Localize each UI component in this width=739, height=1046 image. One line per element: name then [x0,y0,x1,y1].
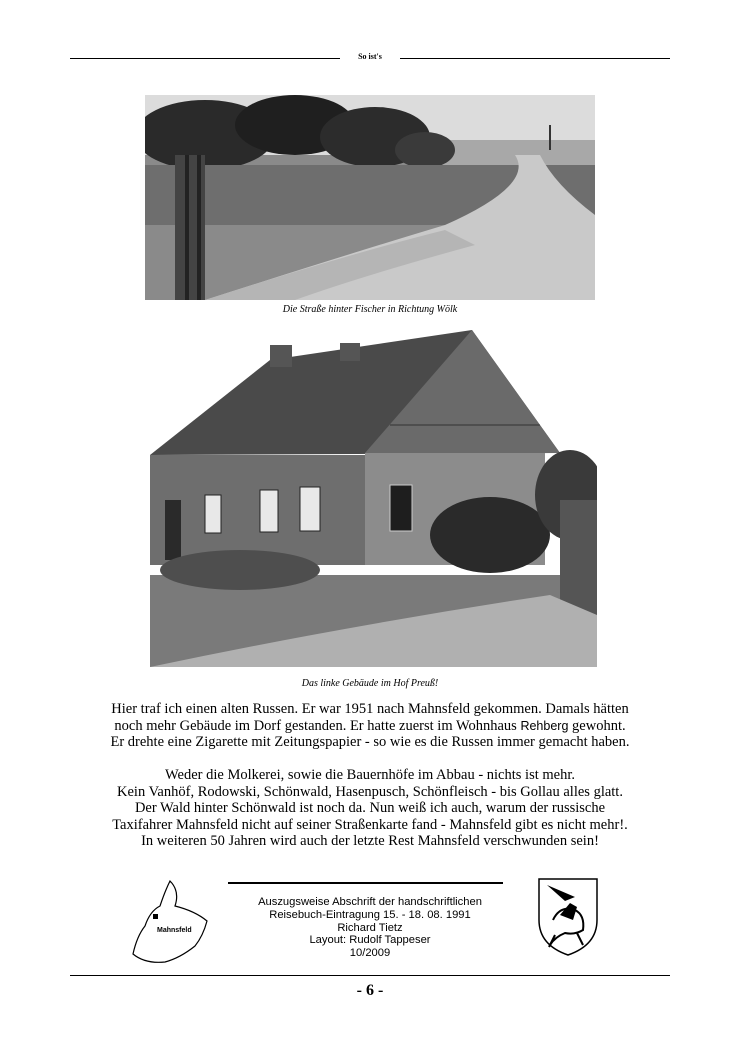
credit-line: Reisebuch-Eintragung 15. - 18. 08. 1991 [269,908,471,921]
photo-caption-road: Die Straße hinter Fischer in Richtung Wölk [282,304,458,315]
footer-rule [70,975,670,976]
credits-block [205,896,535,960]
house-name: Rehberg [520,718,569,733]
text-line: Der Wald hinter Schönwald ist noch da. Nun weiß ich auch, warum der russische [134,800,606,816]
coat-of-arms-icon [535,875,601,957]
text-span: noch mehr Gebäude im Dorf gestanden. Er hatte zuerst im Wohnhaus [114,717,521,734]
header-title: So ist's [358,52,382,61]
credits-rule [228,882,503,884]
header-rule-left [70,58,340,59]
house-photo [150,325,597,667]
map-label: Mahnsfeld [157,927,192,934]
road-photo [145,95,595,300]
text-span: gewohnt. [568,717,626,734]
credit-line: Layout: Rudolf Tappeser [309,934,431,947]
credit-line: Auszugsweise Abschrift der handschriftlichen [258,896,482,908]
text-line: In weiteren 50 Jahren wird auch der letzte Rest Mahnsfeld verschwunden sein! [141,833,599,849]
photo-caption-house: Das linke Gebäude im Hof Preuß! [301,678,439,689]
text-line: Hier traf ich einen alten Russen. Er war 1951 nach Mahnsfeld gekommen. Damals hätten [111,701,629,717]
credit-line: 10/2009 [349,947,391,960]
text-line: Er drehte eine Zigarette mit Zeitungspapier - so wie es die Russen immer gemacht haben. [110,734,630,750]
text-line: Kein Vanhöf, Rodowski, Schönwald, Hasenpusch, Schönfleisch - bis Gollau alles glatt. [117,783,623,800]
text-line: Weder die Molkerei, sowie die Bauernhöfe im Abbau - nichts ist mehr. [165,767,575,783]
paragraph-encounter [70,701,670,751]
paragraph-loss [70,767,670,850]
text-line [70,718,670,735]
header-rule-right [400,58,670,59]
text-line: Taxifahrer Mahnsfeld nicht auf seiner Straßenkarte fand - Mahnsfeld gibt es nicht mehr!. [112,816,628,833]
credit-line: Richard Tietz [337,921,403,934]
region-map-icon [125,876,215,966]
page-number: - 6 - [356,982,384,999]
